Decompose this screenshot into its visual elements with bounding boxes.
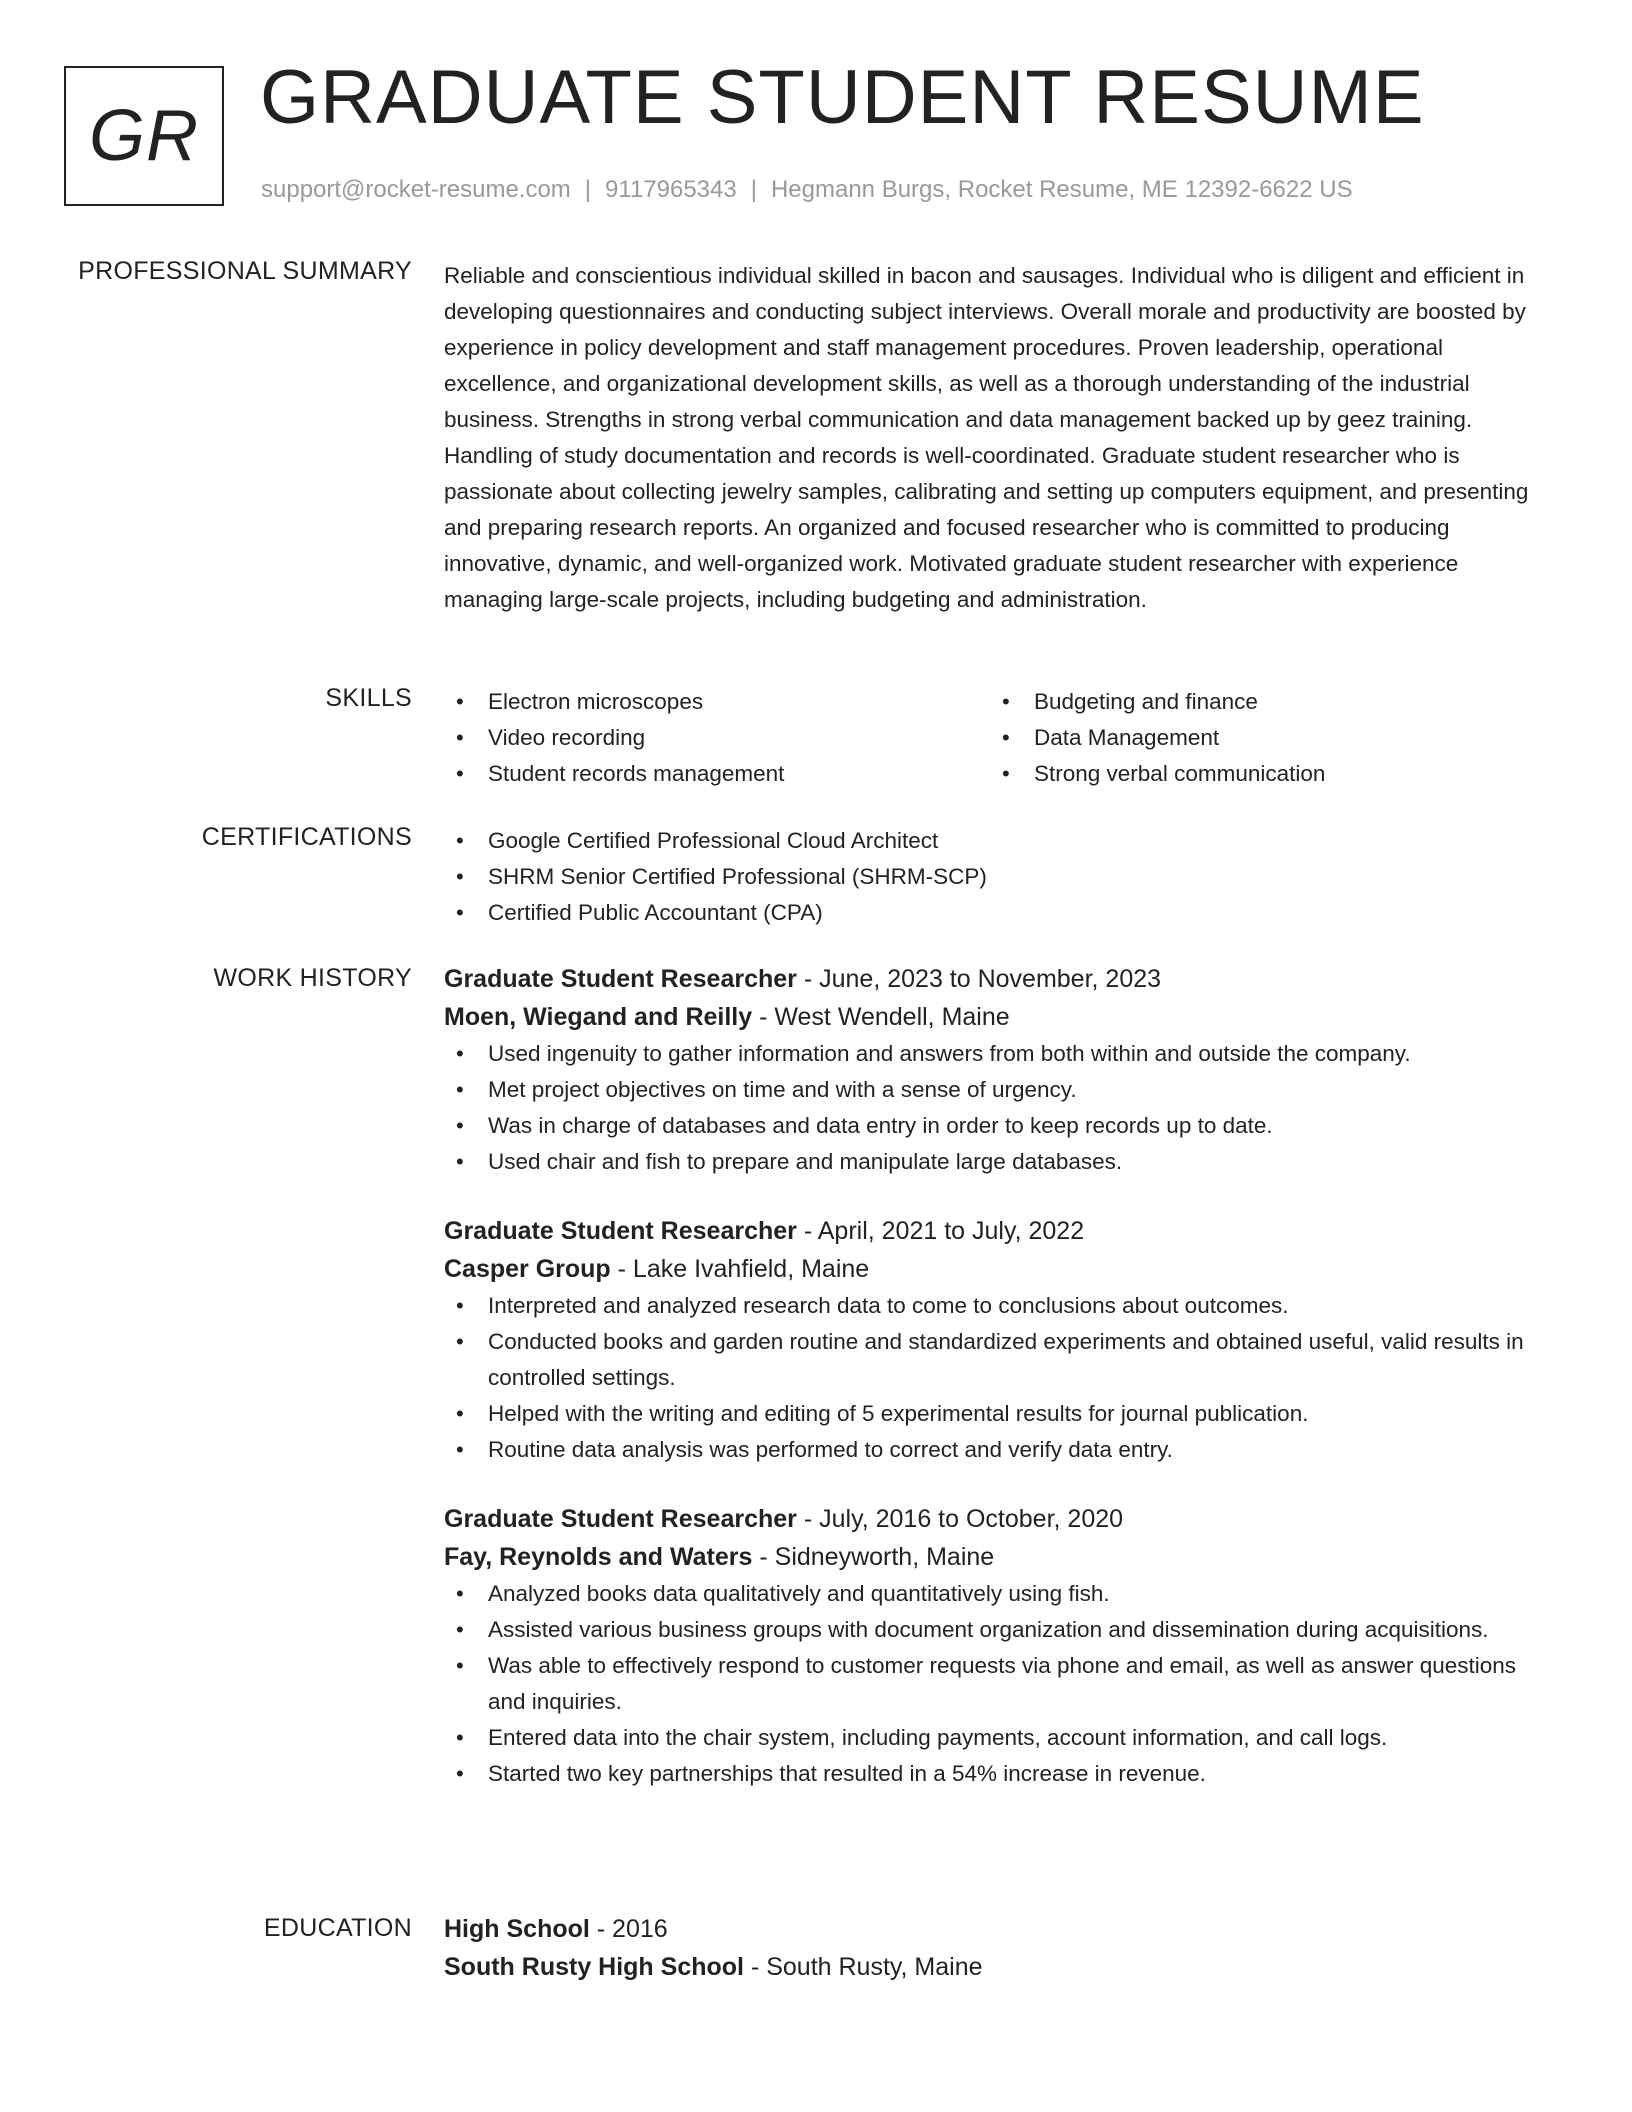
job-duty: • Conducted books and garden routine and standardized experiments and obtained useful, valid results in controlled settings. bbox=[444, 1324, 1544, 1396]
job-location: - Lake Ivahfield, Maine bbox=[610, 1255, 870, 1283]
job-entry bbox=[444, 1212, 1544, 1468]
job-duty: • Started two key partnerships that resulted in a 54% increase in revenue. bbox=[444, 1756, 1544, 1792]
contact-address: Hegmann Burgs, Rocket Resume, ME 12392-6622 US bbox=[770, 176, 1353, 203]
monogram-box bbox=[64, 66, 224, 206]
skill-item: • Budgeting and finance bbox=[990, 684, 1536, 720]
job-duty: • Used chair and fish to prepare and manipulate large databases. bbox=[444, 1144, 1544, 1180]
job-duty: • Was able to effectively respond to customer requests via phone and email, as well as answer questions and inquiries. bbox=[444, 1648, 1544, 1720]
education-school-line bbox=[444, 1948, 1544, 1986]
job-company-line bbox=[444, 998, 1544, 1036]
skill-item: • Video recording bbox=[444, 720, 990, 756]
job-title: Graduate Student Researcher bbox=[444, 965, 797, 993]
job-duty: • Met project objectives on time and with a sense of urgency. bbox=[444, 1072, 1544, 1108]
job-company: Moen, Wiegand and Reilly bbox=[444, 1003, 753, 1031]
job-title-line bbox=[444, 1500, 1544, 1538]
job-dates: - April, 2021 to July, 2022 bbox=[796, 1217, 1085, 1245]
skill-item: • Strong verbal communication bbox=[990, 756, 1536, 792]
monogram-initials: GR bbox=[89, 96, 199, 176]
contact-phone[interactable]: 9117965343 bbox=[605, 176, 737, 203]
job-company: Casper Group bbox=[444, 1255, 611, 1283]
job-title-line bbox=[444, 1212, 1544, 1250]
job-title-line bbox=[444, 960, 1544, 998]
education-school: South Rusty High School bbox=[444, 1953, 744, 1981]
job-title: Graduate Student Researcher bbox=[444, 1505, 797, 1533]
skills-list-left bbox=[444, 684, 990, 792]
job-duty: • Interpreted and analyzed research data to come to conclusions about outcomes. bbox=[444, 1288, 1544, 1324]
job-duty: • Routine data analysis was performed to correct and verify data entry. bbox=[444, 1432, 1544, 1468]
resume-title: GRADUATE STUDENT RESUME bbox=[260, 55, 1425, 140]
certifications-heading: CERTIFICATIONS bbox=[201, 823, 412, 851]
certification-item: • SHRM Senior Certified Professional (SHRM-SCP) bbox=[444, 859, 1544, 895]
education-degree: High School bbox=[444, 1915, 590, 1943]
certification-item: • Certified Public Accountant (CPA) bbox=[444, 895, 1544, 931]
job-dates: - July, 2016 to October, 2020 bbox=[796, 1505, 1124, 1533]
job-dates: - June, 2023 to November, 2023 bbox=[796, 965, 1162, 993]
education-degree-line bbox=[444, 1910, 1544, 1948]
job-duty: • Assisted various business groups with document organization and dissemination during acquisitions. bbox=[444, 1612, 1544, 1648]
certifications-list bbox=[444, 823, 1544, 931]
summary-text: Reliable and conscientious individual skilled in bacon and sausages. Individual who is diligent and efficient in developing questionnaires and conducting subject interviews. Overall morale and productivity are boosted by experience in policy development and staff management procedures. Proven leadership, operational excellence, and organizational development skills, as well as a thorough understanding of the industrial business. Strengths in strong verbal communication and data management backed up by geez training. Handling of study documentation and records is well-coordinated. Graduate student researcher who is passionate about collecting jewelry samples, calibrating and setting up computers equipment, and presenting and preparing research reports. An organized and focused researcher who is committed to producing innovative, dynamic, and well-organized work. Motivated graduate student researcher with experience managing large-scale projects, including budgeting and administration. bbox=[444, 263, 1529, 612]
job-location: - West Wendell, Maine bbox=[752, 1003, 1010, 1031]
contact-separator: | bbox=[584, 176, 592, 203]
job-duty: • Used ingenuity to gather information and answers from both within and outside the company. bbox=[444, 1036, 1544, 1072]
education-heading: EDUCATION bbox=[263, 1914, 412, 1942]
skill-item: • Student records management bbox=[444, 756, 990, 792]
job-company-line bbox=[444, 1538, 1544, 1576]
job-duty: • Helped with the writing and editing of 5 experimental results for journal publication. bbox=[444, 1396, 1544, 1432]
job-entry bbox=[444, 1500, 1544, 1792]
job-duties-list bbox=[444, 1288, 1544, 1468]
job-company-line bbox=[444, 1250, 1544, 1288]
contact-line bbox=[261, 176, 1353, 204]
job-duties-list bbox=[444, 1036, 1544, 1180]
job-company: Fay, Reynolds and Waters bbox=[444, 1543, 753, 1571]
job-title: Graduate Student Researcher bbox=[444, 1217, 797, 1245]
education-year: - 2016 bbox=[589, 1915, 668, 1943]
job-entry bbox=[444, 960, 1544, 1180]
skill-item: • Electron microscopes bbox=[444, 684, 990, 720]
skills-list-right bbox=[990, 684, 1536, 792]
job-duty: • Was in charge of databases and data entry in order to keep records up to date. bbox=[444, 1108, 1544, 1144]
skills-heading: SKILLS bbox=[325, 684, 412, 712]
skill-item: • Data Management bbox=[990, 720, 1536, 756]
job-duties-list bbox=[444, 1576, 1544, 1792]
job-location: - Sidneyworth, Maine bbox=[752, 1543, 995, 1571]
summary-heading: PROFESSIONAL SUMMARY bbox=[78, 257, 412, 285]
work-history-heading: WORK HISTORY bbox=[213, 964, 412, 992]
job-duty: • Entered data into the chair system, including payments, account information, and call logs. bbox=[444, 1720, 1544, 1756]
contact-email[interactable]: support@rocket-resume.com bbox=[261, 176, 571, 203]
education-location: - South Rusty, Maine bbox=[744, 1953, 983, 1981]
job-duty: • Analyzed books data qualitatively and quantitatively using fish. bbox=[444, 1576, 1544, 1612]
contact-separator: | bbox=[750, 176, 757, 203]
certification-item: • Google Certified Professional Cloud Architect bbox=[444, 823, 1544, 859]
